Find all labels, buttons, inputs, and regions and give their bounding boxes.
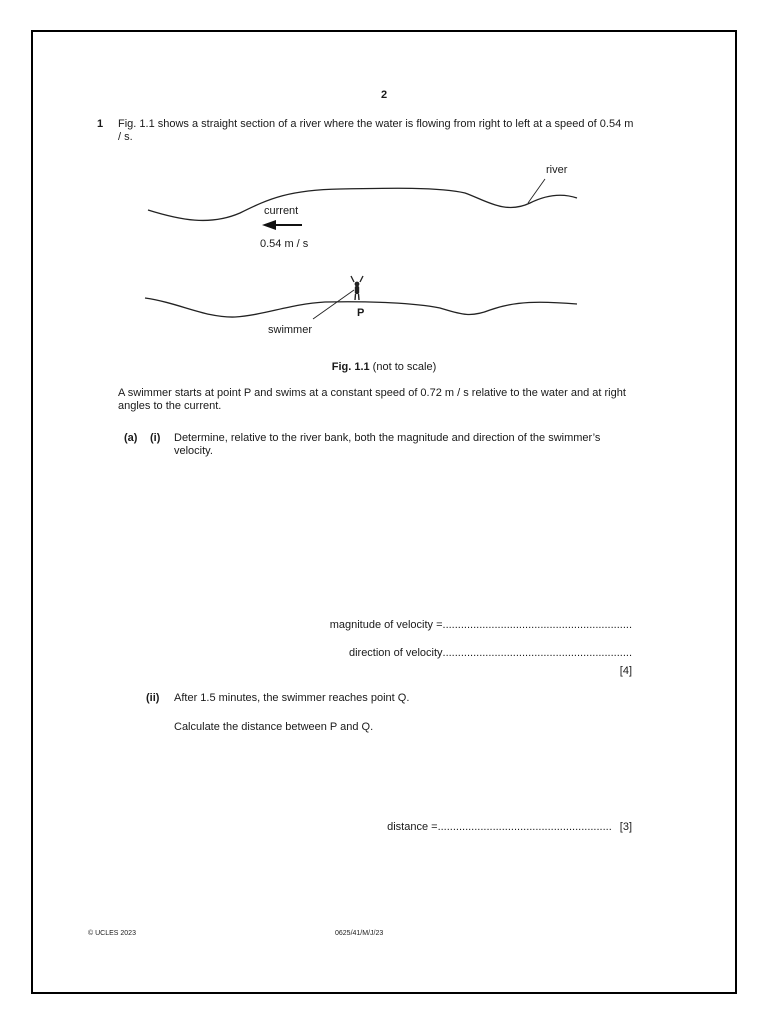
swimmer-icon [351,276,363,300]
part-a-ii-text-1: After 1.5 minutes, the swimmer reaches point Q. [174,692,410,704]
footer-paper-code: 0625/41/M/J/23 [335,930,384,937]
figure-caption-rest: (not to scale) [369,361,437,373]
distance-answer-label: distance = [387,821,438,833]
swimmer-label-leader [313,290,354,319]
part-a-ii-marks: [3] [619,821,632,833]
direction-answer-row [200,647,632,660]
river-label: river [546,164,568,176]
question-setup: A swimmer starts at point P and swims at a constant speed of 0.72 m / s relative to the water and at right angles to the current. [118,387,626,412]
distance-answer-line[interactable]: ......................................................... [437,821,612,833]
footer-copyright: © UCLES 2023 [88,930,136,937]
part-a-i-label: (i) [150,432,161,444]
direction-answer-line[interactable]: .............................................................. [442,647,632,659]
part-a-i-marks: [4] [619,665,632,677]
direction-answer-label: direction of velocity [348,647,443,659]
page-number: 2 [380,89,388,101]
river-bank-top [148,188,577,220]
current-label: current [264,205,299,217]
current-arrow-head [262,220,276,230]
point-p-label: P [357,307,365,319]
magnitude-answer-label: magnitude of velocity = [329,619,443,631]
question-number: 1 [97,118,104,130]
part-a-ii-label: (ii) [146,692,160,704]
part-a-ii-text-2: Calculate the distance between P and Q. [174,721,374,733]
river-figure [140,158,590,348]
question-intro: Fig. 1.1 shows a straight section of a river where the water is flowing from right to left at a speed of 0.54 m / s. [118,118,634,143]
figure-caption-bold: Fig. 1.1 [331,361,370,373]
magnitude-answer-line[interactable]: .............................................................. [442,619,632,631]
part-a-i-text: Determine, relative to the river bank, both the magnitude and direction of the swimmer’s velocity. [174,432,601,457]
distance-answer-row [300,821,632,834]
swimmer-label: swimmer [268,324,312,336]
part-a-label: (a) [124,432,138,444]
figure-caption [0,361,768,374]
magnitude-answer-row [200,619,632,632]
current-speed-label: 0.54 m / s [260,238,309,250]
